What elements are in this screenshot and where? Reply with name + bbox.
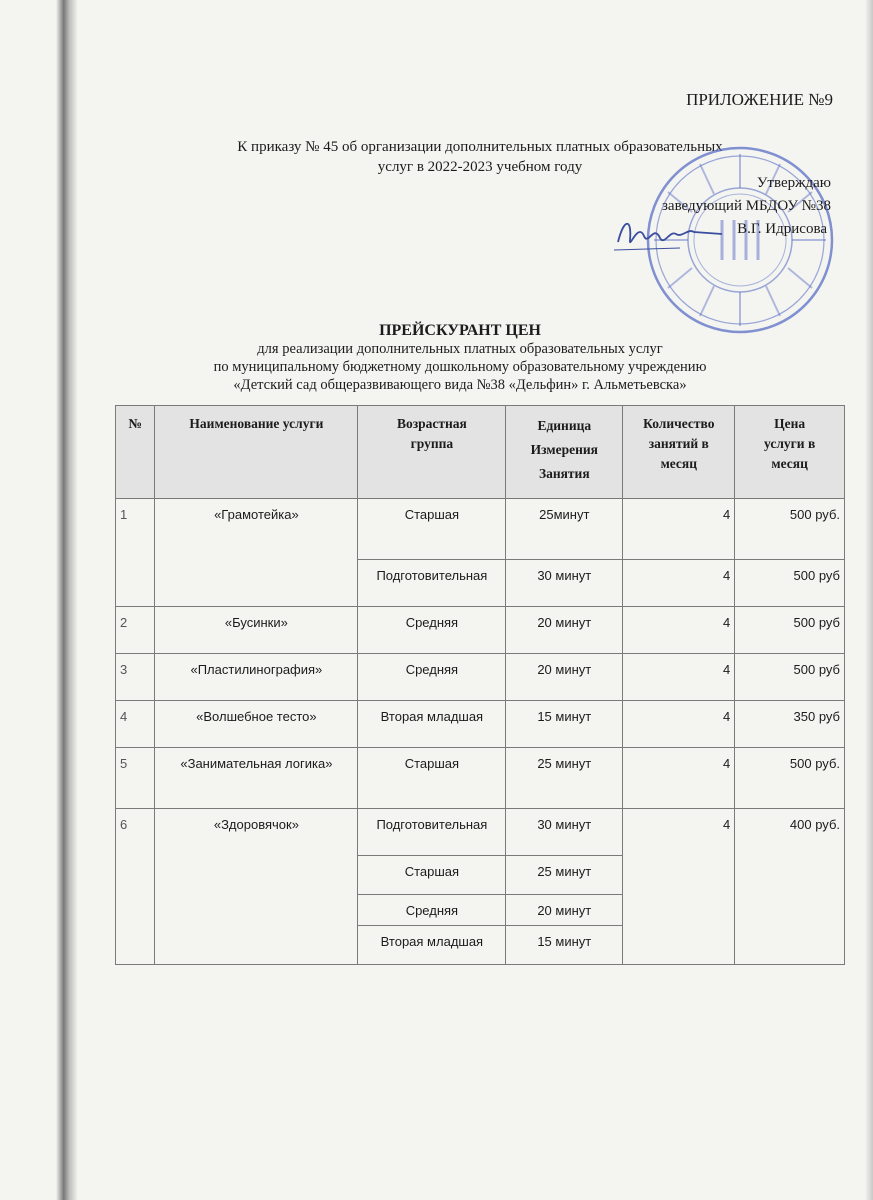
- cell-name: «Волшебное тесто»: [155, 701, 358, 748]
- approval-block: [662, 172, 831, 241]
- cell-no: 4: [116, 701, 155, 748]
- cell-qty: 4: [623, 499, 735, 560]
- order-line-1: К приказу № 45 об организации дополнительных платных образовательных: [237, 139, 723, 155]
- cell-price: 500 руб: [735, 560, 845, 607]
- cell-age: Вторая младшая: [358, 926, 506, 965]
- table-row: [116, 809, 845, 856]
- cell-name: «Занимательная логика»: [155, 748, 358, 809]
- cell-unit: 30 минут: [506, 560, 623, 607]
- cell-unit: 30 минут: [506, 809, 623, 856]
- cell-name: «Здоровячок»: [155, 809, 358, 965]
- cell-qty: 4: [623, 809, 735, 965]
- cell-qty: 4: [623, 607, 735, 654]
- table-row: [116, 607, 845, 654]
- header-unit-3: Занятия: [538, 466, 590, 481]
- cell-age: Вторая младшая: [358, 701, 506, 748]
- cell-unit: 20 минут: [506, 654, 623, 701]
- cell-no: 6: [116, 809, 155, 965]
- cell-price: 400 руб.: [735, 809, 845, 965]
- cell-no: 5: [116, 748, 155, 809]
- table-row: [116, 499, 845, 560]
- header-qty-1: Количество: [643, 416, 715, 431]
- cell-name: «Пластилинография»: [155, 654, 358, 701]
- cell-age: Средняя: [358, 607, 506, 654]
- approval-line-1: Утверждаю: [756, 175, 831, 191]
- cell-unit: 25 минут: [506, 748, 623, 809]
- appendix-label: ПРИЛОЖЕНИЕ №9: [686, 90, 833, 109]
- header-age: [358, 406, 506, 499]
- cell-no: 1: [116, 499, 155, 607]
- cell-price: 500 руб: [735, 654, 845, 701]
- scan-edge-shadow-right: [865, 0, 873, 1200]
- header-unit: [506, 406, 623, 499]
- cell-unit: 15 минут: [506, 701, 623, 748]
- scan-edge-shadow: [56, 0, 78, 1200]
- page-title: ПРЕЙСКУРАНТ ЦЕН: [379, 322, 541, 339]
- cell-age: Подготовительная: [358, 560, 506, 607]
- header-price-1: Цена: [774, 416, 806, 431]
- header-age-1: Возрастная: [396, 416, 467, 431]
- cell-qty: 4: [623, 701, 735, 748]
- cell-no: 3: [116, 654, 155, 701]
- cell-qty: 4: [623, 654, 735, 701]
- cell-age: Подготовительная: [358, 809, 506, 856]
- cell-unit: 15 минут: [506, 926, 623, 965]
- cell-price: 500 руб.: [735, 499, 845, 560]
- header-qty: [623, 406, 735, 499]
- subtitle-line-1: для реализации дополнительных платных образовательных услуг: [257, 341, 663, 357]
- table-header-row: [116, 406, 845, 499]
- cell-price: 500 руб.: [735, 748, 845, 809]
- header-price-2: услуги в: [764, 436, 816, 451]
- cell-name: «Грамотейка»: [155, 499, 358, 607]
- price-table: [115, 405, 845, 965]
- cell-age: Средняя: [358, 654, 506, 701]
- header-qty-2: занятий в: [648, 436, 709, 451]
- cell-age: Старшая: [358, 499, 506, 560]
- table-row: [116, 748, 845, 809]
- subtitle-line-2: по муниципальному бюджетному дошкольному образовательному учреждению: [213, 359, 707, 375]
- cell-unit: 25 минут: [506, 856, 623, 895]
- cell-unit: 20 минут: [506, 895, 623, 926]
- header-no: №: [116, 406, 155, 499]
- cell-name: «Бусинки»: [155, 607, 358, 654]
- cell-qty: 4: [623, 748, 735, 809]
- header-price: [735, 406, 845, 499]
- cell-age: Старшая: [358, 748, 506, 809]
- table-row: [116, 701, 845, 748]
- header-qty-3: месяц: [660, 456, 697, 471]
- header-age-2: группа: [410, 436, 454, 451]
- header-price-3: месяц: [771, 456, 808, 471]
- approval-line-3: В.Г. Идрисова: [737, 221, 827, 237]
- cell-age: Средняя: [358, 895, 506, 926]
- header-name: Наименование услуги: [155, 406, 358, 499]
- cell-price: 500 руб: [735, 607, 845, 654]
- header-unit-1: Единица: [537, 418, 592, 433]
- page-subtitle: [100, 340, 820, 394]
- cell-no: 2: [116, 607, 155, 654]
- cell-price: 350 руб: [735, 701, 845, 748]
- cell-unit: 25минут: [506, 499, 623, 560]
- cell-age: Старшая: [358, 856, 506, 895]
- table-row: [116, 654, 845, 701]
- header-unit-2: Измерения: [530, 442, 598, 457]
- cell-unit: 20 минут: [506, 607, 623, 654]
- approval-line-2: заведующий МБДОУ №38: [661, 198, 831, 214]
- order-line-2: услуг в 2022-2023 учебном году: [377, 159, 583, 175]
- subtitle-line-3: «Детский сад общеразвивающего вида №38 «Дельфин» г. Альметьевска»: [233, 377, 687, 393]
- cell-qty: 4: [623, 560, 735, 607]
